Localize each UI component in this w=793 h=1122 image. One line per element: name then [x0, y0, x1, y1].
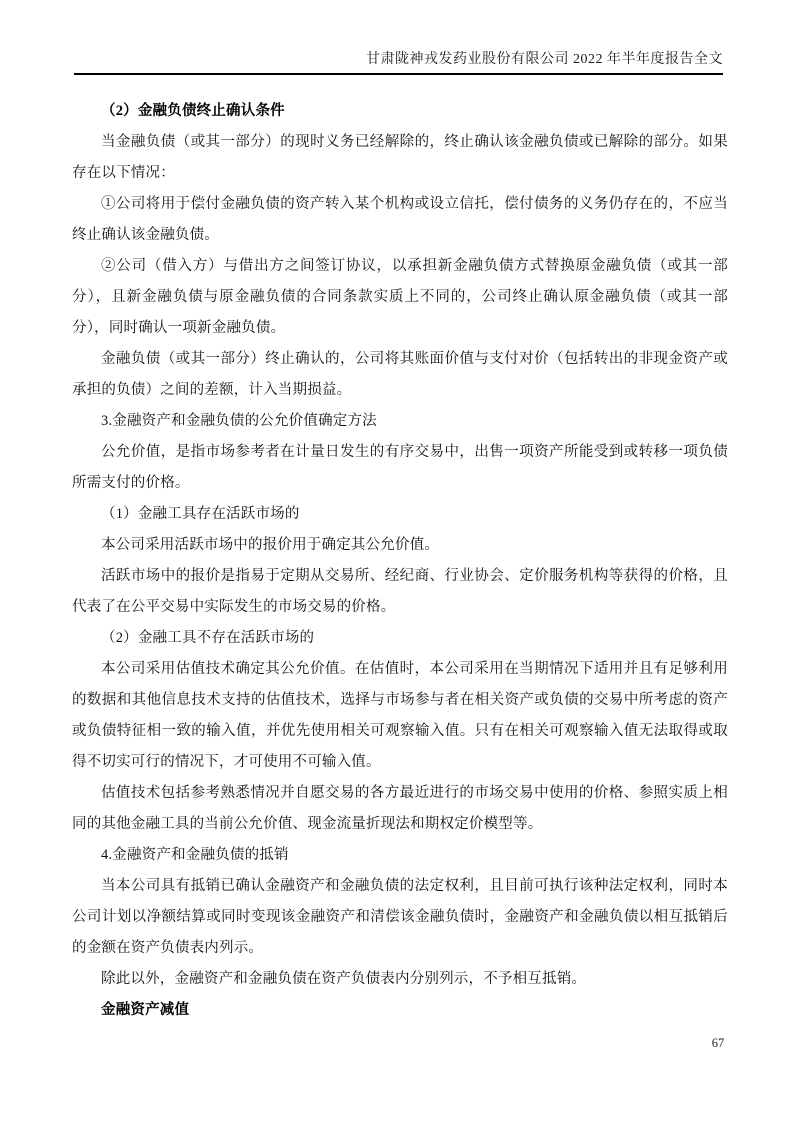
- paragraph: 估值技术包括参考熟悉情况并自愿交易的各方最近进行的市场交易中使用的价格、参照实质上相同的其他金融工具的当前公允价值、现金流量折现法和期权定价模型等。: [72, 785, 728, 832]
- numbered-subheading: 4.金融资产和金融负债的抵销: [101, 847, 289, 863]
- paragraph: ②公司（借入方）与借出方之间签订协议，以承担新金融负债方式替换原金融负债（或其一部分），且新金融负债与原金融负债的合同条款实质上不同的，公司终止确认原金融负债（或其一部分），同时确认一项新金融负债。: [72, 258, 728, 336]
- numbered-subheading: 3.金融资产和金融负债的公允价值确定方法: [101, 413, 377, 429]
- section-heading: 金融资产减值: [101, 1002, 190, 1018]
- paragraph: ①公司将用于偿付金融负债的资产转入某个机构或设立信托，偿付债务的义务仍存在的，不应当终止确认该金融负债。: [72, 196, 728, 243]
- paragraph: 公允价值，是指市场参考者在计量日发生的有序交易中，出售一项资产所能受到或转移一项负债所需支付的价格。: [72, 444, 728, 491]
- numbered-subheading: （1）金融工具存在活跃市场的: [101, 506, 300, 522]
- paragraph: 金融负债（或其一部分）终止确认的，公司将其账面价值与支付对价（包括转出的非现金资产或承担的负债）之间的差额，计入当期损益。: [72, 351, 728, 398]
- paragraph: 当本公司具有抵销已确认金融资产和金融负债的法定权利，且目前可执行该种法定权利，同时本公司计划以净额结算或同时变现该金融资产和清偿该金融负债时，金融资产和金融负债以相互抵销后的金额在资产负债表内列示。: [72, 878, 728, 956]
- paragraph: 本公司采用活跃市场中的报价用于确定其公允价值。: [101, 537, 440, 553]
- paragraph: 活跃市场中的报价是指易于定期从交易所、经纪商、行业协会、定价服务机构等获得的价格，且代表了在公平交易中实际发生的市场交易的价格。: [72, 568, 728, 615]
- paragraph: 本公司采用估值技术确定其公允价值。在估值时，本公司采用在当期情况下适用并且有足够利用的数据和其他信息技术支持的估值技术，选择与市场参与者在相关资产或负债的交易中所考虑的资产或负债特征相一致的输入值，并优先使用相关可观察输入值。只有在相关可观察输入值无法取得或取得不切实可行的情况下，才可使用不可输入值。: [72, 661, 728, 770]
- page-header-title: 甘肃陇神戎发药业股份有限公司 2022 年半年度报告全文: [74, 50, 723, 75]
- section-heading: （2）金融负债终止确认条件: [101, 103, 285, 119]
- paragraph: 当金融负债（或其一部分）的现时义务已经解除的，终止确认该金融负债或已解除的部分。如果存在以下情况：: [72, 134, 728, 181]
- numbered-subheading: （2）金融工具不存在活跃市场的: [101, 630, 315, 646]
- paragraph: 除此以外，金融资产和金融负债在资产负债表内分别列示，不予相互抵销。: [101, 971, 587, 987]
- page-number: 67: [711, 1036, 725, 1050]
- document-body: [72, 96, 728, 1026]
